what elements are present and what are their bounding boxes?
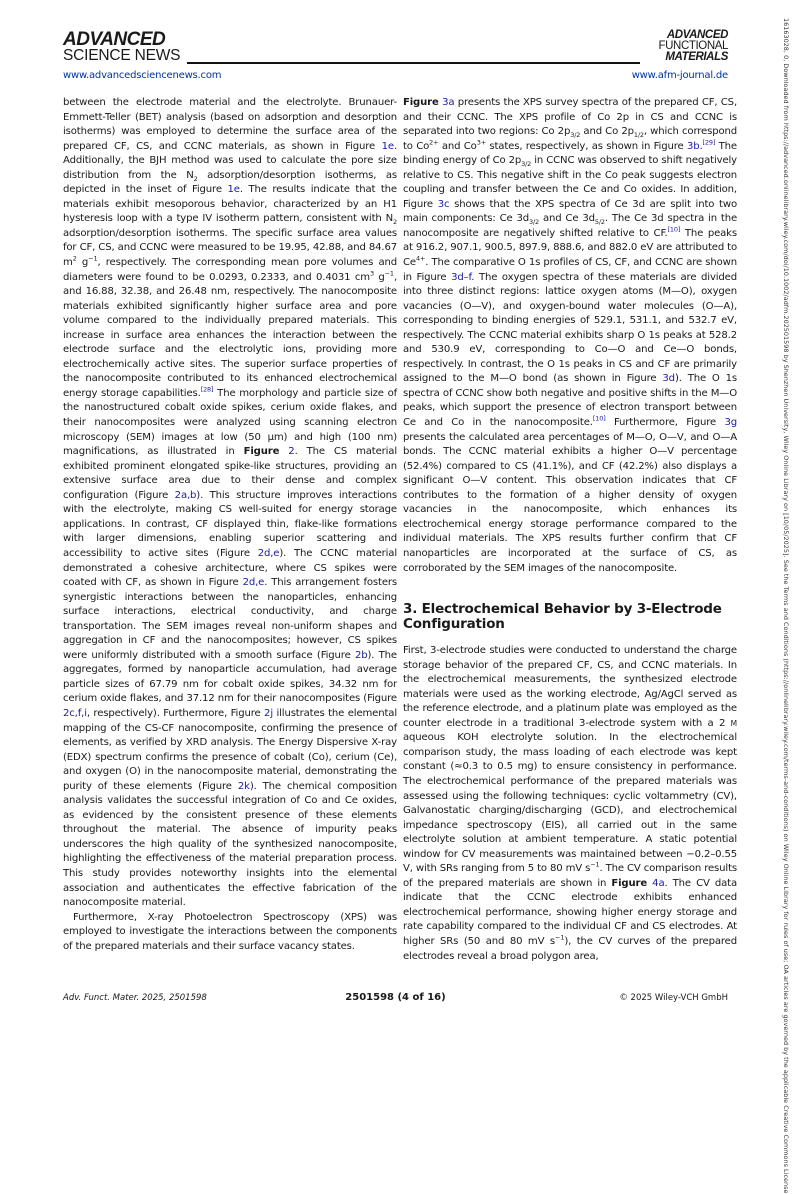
text: . The CV data indicate that the CCNC electrode exhibits enhanced electrochemical performance, showing higher energy storage and rate capability compared to the individual CF and CS electrodes. At higher SRs (50 and 80 mV s [403, 877, 737, 947]
subscript: 2 [393, 218, 397, 227]
figure-ref-3c[interactable]: 3c [437, 198, 450, 210]
subscript: 3/2 [521, 160, 532, 169]
text: Furthermore, Figure [605, 417, 725, 429]
figure-label: Figure [243, 446, 280, 458]
superscript: −1 [88, 254, 98, 263]
text: ), the CV curves of the prepared electrodes reveal a broad polygon area, [403, 935, 737, 962]
paragraph-xps-intro: Furthermore, X-ray Photoelectron Spectroscopy (XPS) was employed to investigate the interactions between the components of the prepared materials and their surface vacancy states. [63, 911, 397, 952]
figure-ref-2b[interactable]: 2b [354, 649, 368, 661]
text: . The CS material exhibited prominent elongated spike-like structures, providing an extensive surface area due to their dense and complex configuration (Figure [63, 446, 397, 501]
superscript: 4+ [415, 254, 426, 263]
subscript: 2 [193, 174, 198, 183]
figure-ref-2de-b[interactable]: 2d,e [242, 577, 265, 589]
superscript: −1 [384, 269, 394, 278]
section-heading: 3. Electrochemical Behavior by 3-Electrode Configuration [403, 601, 722, 633]
figure-ref-3b[interactable]: 3b [686, 140, 700, 152]
figure-label: Figure [403, 97, 439, 108]
text: adsorption/desorption isotherms, as depicted in the inset of Figure [63, 169, 397, 196]
text: , which correspond to Co [403, 126, 737, 152]
text: . The comparative O 1s profiles of CS, CF, and CCNC are shown in Figure [403, 257, 737, 283]
page-footer [63, 993, 728, 1009]
figure-ref-2de[interactable]: 2d,e [257, 547, 280, 559]
text: illustrates the elemental mapping of the CS-CF nanocomposite, confirming the presence of elements, as verified by XRD analysis. The Energy Dispersive X-ray (EDX) spectrum confirms the presence of cobalt (Co), cerium (Ce), and oxygen (O) in the nanocomposite material, demonstrating the purity of these elements (Figure [63, 707, 397, 792]
header-rule [187, 62, 640, 64]
citation-29[interactable]: [29] [702, 138, 716, 147]
text: and Ce 3d [539, 213, 595, 225]
text: . The CV comparison results of the prepared materials are shown in [403, 863, 737, 889]
journal-logo-line3: MATERIALS [665, 50, 728, 63]
text: presents the XPS survey spectra of the prepared CF, CS, and their CCNC. The XPS profile of Co 2p in CS and CCNC is separated into two regions: Co 2p [403, 97, 738, 138]
text: g [76, 257, 89, 269]
journal-logo [640, 30, 728, 63]
paragraph-xps [403, 96, 737, 576]
superscript: −1 [555, 933, 565, 942]
text: The peaks at 916.2, 907.1, 900.5, 897.9, 888.6, and 882.0 eV are attributed to Ce [403, 227, 737, 269]
figure-ref-3d[interactable]: 3d [662, 373, 675, 385]
text: The binding energy of Co 2p [403, 140, 737, 167]
text: and Co [438, 140, 477, 152]
subscript: 3/2 [570, 131, 581, 140]
journal-url-link[interactable]: www.afm-journal.de [631, 70, 728, 81]
page-number: 2501598 (4 of 16) [345, 992, 446, 1003]
figure-ref-3g[interactable]: 3g [724, 417, 737, 429]
text: g [373, 271, 385, 283]
figure-ref-1e-inset[interactable]: 1e [227, 184, 240, 196]
text: . The oxygen spectra of these materials are divided into three distinct regions: lattice oxygen atoms (M—O), oxygen vacancies (O—V), and oxygen-bound water molecules (O—A), corresponding to binding energies of 529.1, 531.1, and 532.7 eV, respectively. The CCNC material exhibits sharp O 1s peaks at 528.2 and 530.9 eV, corresponding to Co—O and Ce—O bonds, respectively. In contrast, the O 1s peaks in CS and CF are primarily assigned to the M—O bond (as shown in Figure [403, 271, 737, 385]
journal-logo-line1: ADVANCED [666, 29, 728, 41]
citation-28[interactable]: [28] [200, 385, 214, 394]
figure-ref-3d-f[interactable]: 3d–f [451, 271, 472, 283]
text: . The Ce 3d spectra in the nanocomposite are negatively shifted relative to CF. [403, 213, 738, 239]
download-side-note [780, 18, 792, 1194]
superscript: −1 [590, 860, 600, 869]
text: shows that the XPS spectra of Ce 3d are split into two main components: Ce 3d [403, 198, 738, 225]
download-note-text: 16163028, 0, Downloaded from https://advanced.onlinelibrary.wiley.com/doi/10.1002/adfm.202501598 by Shenzhen University, Wiley Online Library on [10/05/2025]. See the Terms and Conditions (https://onlinelibrary.wiley.com/terms-and-conditions) on Wiley Online Library for rules of use; OA articles are governed by the applicable Creative Commons License [782, 18, 790, 1194]
text: adsorption/desorption isotherms. The specific surface area values for CF, CS, and CCNC were measured to be 19.95, 42.88, and 84.67 m [63, 227, 397, 269]
figure-ref-2[interactable]: 2 [288, 446, 295, 458]
publisher-logo-line1: ADVANCED [63, 29, 166, 50]
text: ). This structure improves interactions with the electrolyte, making CS well-suited for energy storage applications. In contrast, CF displayed thin, flake-like formations with larger dimensions, enabling superior scattering and accessibility to active sites (Figure [63, 489, 397, 559]
figure-label: Figure [611, 877, 648, 889]
figure-ref-3a[interactable]: 3a [442, 97, 455, 108]
text: . [699, 140, 703, 152]
right-column [403, 96, 737, 964]
text: and Co 2p [580, 126, 634, 138]
text: ). The O 1s spectra of CCNC show both negative and positive shifts in the M—O peaks, which support the presence of electron transport between Ce and Co in the nanocomposite. [403, 373, 737, 429]
figure-ref-2cfi[interactable]: 2c,f,i [63, 707, 87, 719]
subscript: 1/2 [633, 131, 644, 140]
text: aqueous KOH electrolyte solution. In the electrochemical comparison study, the mass loading of each electrode was kept constant (≈0.3 to 0.5 mg) to ensure consistency in performance. The electrochemical performance of the prepared materials was assessed using the following techniques: cyclic voltammetry (CV), Galvanostatic charging/discharging (GCD), and electrochemical impedance spectroscopy (EIS), all carried out in the same electrolyte solution at ambient temperature. A static potential window for CV measurements was maintained between −0.2–0.55 V, with SRs ranging from 5 to 80 mV s [403, 732, 737, 875]
figure-ref-2ab[interactable]: 2a,b [174, 489, 197, 501]
page-header [63, 30, 728, 82]
subscript: 5/2 [594, 218, 605, 227]
figure-ref-1e[interactable]: 1e [381, 140, 394, 152]
figure-ref-2j[interactable]: 2j [264, 707, 273, 719]
text: First, 3-electrode studies were conducted to understand the charge storage behavior of the prepared CF, CS, and CCNC materials. In the electrochemical measurements, the synthesized electrode materials were used as the working electrode, Ag/AgCl served as the reference electrode, and a platinum plate was employed as the counter electrode in a traditional 3-electrode system with a 2 [403, 645, 737, 729]
figure-ref-4a[interactable]: 4a [652, 877, 665, 889]
subscript: 3/2 [529, 218, 540, 227]
text: ). The CCNC material demonstrated a cohesive architecture, where CS spikes were coated with CF, as shown in Figure [63, 547, 397, 589]
superscript: 2 [72, 254, 77, 263]
text: The morphology and particle size of the nanostructured cobalt oxide spikes, cerium oxide flakes, and their nanocomposites were analyzed using scanning electron microscopy (SEM) images at low (50 µm) and high (100 nm) magnifications, as illustrated in [63, 387, 397, 458]
superscript: 3+ [476, 138, 486, 147]
text: states, respectively, as shown in Figure [486, 140, 687, 152]
text: . This arrangement fosters synergistic interactions between the nanoparticles, enhancing surface interactions, electrical conductivity, and charge transportation. The SEM images reveal non-uniform shapes and aggregation in CF and the nanocomposites; however, CS spikes were uniformly distributed with a smooth surface (Figure [63, 577, 398, 661]
text: between the electrode material and the electrolyte. Brunauer-Emmett-Teller (BET) analysis (based on adsorption and desorption isotherms) was employed to determine the surface area of the prepared CF, CS, and CCNC materials, as shown in Figure [63, 97, 397, 152]
text: . Additionally, the BJH method was used to calculate the pore size distribution from the N [63, 140, 397, 181]
journal-logo-line2: FUNCTIONAL [658, 39, 728, 52]
citation-10[interactable]: [10] [667, 225, 681, 234]
journal-citation: Adv. Funct. Mater. 2025, 2501598 [63, 993, 207, 1003]
text: presents the calculated area percentages of M—O, O—V, and O—A bonds. The CCNC material exhibits a higher O—V percentage (52.4%) compared to CS (41.1%), and CF (42.2%) also displays a significant O—V content. This observation indicates that CF contributes to the formation of a higher density of oxygen vacancies in the nanocomposite, which enhances its electrochemical energy storage performance compared to the individual materials. The XPS results further confirm that CF nanoparticles are incorporated at the surface of CS, as corroborated by the SEM images of the nanocomposite. [403, 431, 737, 574]
text: ). The aggregates, formed by nanoparticle accumulation, had average particle sizes of 67.79 nm for cobalt oxide spikes, 34.32 nm for cerium oxide flakes, and 37.12 nm for their nanocomposites (Figure [63, 649, 397, 705]
left-column [63, 96, 397, 954]
superscript: 3 [369, 269, 374, 278]
text: ). The chemical composition analysis validates the successful integration of Co and Ce oxides, as evidenced by the consistent presence of these elements throughout the material. The absence of impurity peaks underscores the high quality of the synthesized nanocomposite, highlighting the effectiveness of the material preparation process. This study provides noteworthy insights into the elemental association and authenticates the effective fabrication of the nanocomposite material. [63, 780, 397, 909]
paragraph-bet-sem [63, 96, 397, 911]
citation-10-b[interactable]: [10] [592, 414, 606, 423]
text: , respectively. The corresponding mean pore volumes and diameters were found to be 0.0293, 0.2333, and 0.4031 cm [63, 257, 397, 283]
molar-unit: M [730, 718, 737, 728]
text: . The results indicate that the materials exhibit mesoporous behavior, characterized by an H1 hysteresis loop with a type IV isotherm pattern, consistent with N [63, 184, 397, 225]
publisher-logo [63, 30, 180, 64]
publisher-url-link[interactable]: www.advancedsciencenews.com [63, 70, 222, 81]
text: , and 16.88, 32.38, and 26.48 nm, respectively. The nanocomposite materials exhibited significantly higher surface area and pore volume compared to the individually prepared materials. This increase in surface area enhances the interaction between the electrode surface and the electrolytic ions, providing more electrochemically active sites. The superior surface properties of the nanocomposite contributed to its enhanced electrochemical energy storage capabilities. [63, 271, 397, 399]
text: in CCNC was observed to shift negatively relative to CS. This negative shift in the Co peak suggests electron coupling and transfer between the Ce and Co oxides. In addition, Figure [403, 155, 737, 210]
figure-ref-2k[interactable]: 2k [237, 780, 250, 792]
paragraph-electrochemical [403, 644, 737, 964]
publisher-logo-line2: SCIENCE NEWS [63, 47, 181, 64]
text: , respectively). Furthermore, Figure [86, 707, 265, 719]
copyright: © 2025 Wiley-VCH GmbH [619, 993, 728, 1003]
superscript: 2+ [429, 138, 439, 147]
